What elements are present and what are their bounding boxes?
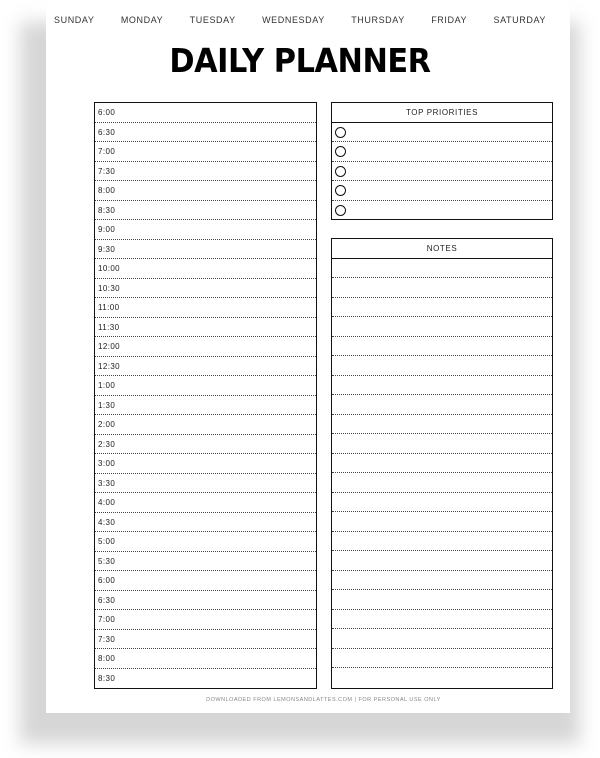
note-line[interactable]: [332, 395, 552, 415]
time-slot[interactable]: 3:30: [95, 474, 316, 494]
time-slot[interactable]: 9:30: [95, 240, 316, 260]
weekday-row: [54, 15, 546, 25]
time-slot[interactable]: 11:00: [95, 298, 316, 318]
time-slot[interactable]: 7:30: [95, 630, 316, 650]
checkbox-circle-icon[interactable]: [335, 127, 346, 138]
day-saturday[interactable]: SATURDAY: [493, 15, 546, 25]
time-slot[interactable]: 1:00: [95, 376, 316, 396]
time-slot[interactable]: 3:00: [95, 454, 316, 474]
time-slot[interactable]: 4:30: [95, 513, 316, 533]
time-slot[interactable]: 6:30: [95, 123, 316, 143]
note-line[interactable]: [332, 493, 552, 513]
priority-item[interactable]: [332, 142, 552, 162]
checkbox-circle-icon[interactable]: [335, 166, 346, 177]
time-slot[interactable]: 8:00: [95, 181, 316, 201]
time-slot[interactable]: 8:30: [95, 201, 316, 221]
time-slot[interactable]: 7:00: [95, 610, 316, 630]
day-thursday[interactable]: THURSDAY: [351, 15, 405, 25]
top-priorities-heading: TOP PRIORITIES: [332, 103, 552, 123]
time-slot[interactable]: 12:00: [95, 337, 316, 357]
time-slot[interactable]: 2:00: [95, 415, 316, 435]
notes-heading: NOTES: [332, 239, 552, 259]
note-line[interactable]: [332, 278, 552, 298]
note-line[interactable]: [332, 551, 552, 571]
note-line[interactable]: [332, 337, 552, 357]
checkbox-circle-icon[interactable]: [335, 185, 346, 196]
day-monday[interactable]: MONDAY: [120, 15, 164, 25]
note-line[interactable]: [332, 356, 552, 376]
note-line[interactable]: [332, 649, 552, 669]
note-line[interactable]: [332, 590, 552, 610]
note-line[interactable]: [332, 376, 552, 396]
notes-box: [331, 238, 553, 689]
note-line[interactable]: [332, 532, 552, 552]
time-slot[interactable]: 12:30: [95, 357, 316, 377]
note-line[interactable]: [332, 610, 552, 630]
time-slot[interactable]: 1:30: [95, 396, 316, 416]
footer-credit: DOWNLOADED FROM LEMONSANDLATTES.COM | FOR PERSONAL USE ONLY: [206, 697, 441, 703]
priority-item[interactable]: [332, 162, 552, 182]
time-slot[interactable]: 7:30: [95, 162, 316, 182]
note-line[interactable]: [332, 571, 552, 591]
note-line[interactable]: [332, 668, 552, 688]
time-slot[interactable]: 10:30: [95, 279, 316, 299]
time-slot[interactable]: 9:00: [95, 220, 316, 240]
note-line[interactable]: [332, 434, 552, 454]
time-slot[interactable]: 6:00: [95, 571, 316, 591]
checkbox-circle-icon[interactable]: [335, 205, 346, 216]
time-slot[interactable]: 7:00: [95, 142, 316, 162]
time-slot[interactable]: 8:30: [98, 673, 116, 683]
priority-item[interactable]: [332, 201, 552, 221]
time-slot[interactable]: 2:30: [95, 435, 316, 455]
time-slot[interactable]: 4:00: [95, 493, 316, 513]
page-title: DAILY PLANNER: [169, 41, 431, 80]
day-sunday[interactable]: SUNDAY: [54, 15, 95, 25]
note-line[interactable]: [332, 629, 552, 649]
time-slot[interactable]: 5:00: [95, 532, 316, 552]
note-line[interactable]: [332, 317, 552, 337]
time-slot[interactable]: 5:30: [95, 552, 316, 572]
note-line[interactable]: [332, 259, 552, 279]
day-friday[interactable]: FRIDAY: [431, 15, 468, 25]
note-line[interactable]: [332, 473, 552, 493]
time-slot[interactable]: 11:30: [95, 318, 316, 338]
schedule-column: [94, 102, 317, 689]
time-slot[interactable]: 6:30: [95, 591, 316, 611]
note-line[interactable]: [332, 512, 552, 532]
note-line[interactable]: [332, 415, 552, 435]
note-line[interactable]: [332, 298, 552, 318]
day-tuesday[interactable]: TUESDAY: [189, 15, 236, 25]
priority-item[interactable]: [332, 123, 552, 143]
day-wednesday[interactable]: WEDNESDAY: [262, 15, 325, 25]
time-slot[interactable]: 10:00: [95, 259, 316, 279]
time-slot[interactable]: 8:00: [95, 649, 316, 669]
time-slot[interactable]: 6:00: [95, 103, 316, 123]
checkbox-circle-icon[interactable]: [335, 146, 346, 157]
note-line[interactable]: [332, 454, 552, 474]
priority-item[interactable]: [332, 181, 552, 201]
top-priorities-box: [331, 102, 553, 220]
